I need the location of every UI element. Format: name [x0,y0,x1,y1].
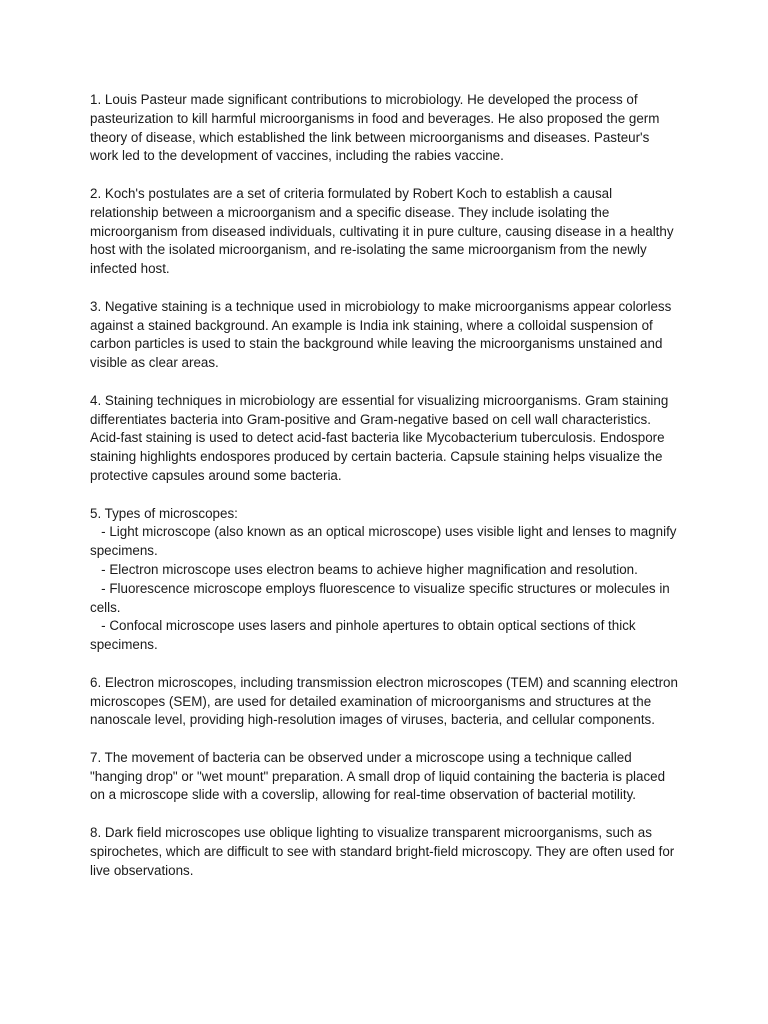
list-item: - Confocal microscope uses lasers and pinhole apertures to obtain optical sections of thick specimens. [90,618,640,653]
paragraph-staining-techniques: 4. Staining techniques in microbiology are essential for visualizing microorganisms. Gram staining differentiates bacteria into Gram-positive and Gram-negative based on cell wall characteristics. Acid-fast staining is used to detect acid-fast bacteria like Mycobacterium tuberculosis. Endospore staining highlights endospores produced by certain bacteria. Capsule staining helps visualize the protective capsules around some bacteria. [90,392,673,483]
paragraph-dark-field: 8. Dark field microscopes use oblique lighting to visualize transparent microorganisms, such as spirochetes, which are difficult to see with standard bright-field microscopy. They are often used for live observations. [90,825,679,878]
document-body [90,91,680,899]
list-item: - Electron microscope uses electron beams to achieve higher magnification and resolution. [90,561,638,577]
microscope-types-heading: 5. Types of microscopes: [90,505,238,521]
microscope-types-section [90,505,680,655]
paragraph-bacterial-movement: 7. The movement of bacteria can be observed under a microscope using a technique called "hanging drop" or "wet mount" preparation. A small drop of liquid containing the bacteria is placed on a microscope slide with a coverslip, allowing for real-time observation of bacterial motility. [90,749,669,803]
list-item: - Light microscope (also known as an optical microscope) uses visible light and lenses to magnify specimens. [90,524,681,559]
section-gap [90,655,680,674]
paragraph-electron-microscopes: 6. Electron microscopes, including transmission electron microscopes (TEM) and scanning electron microscopes (SEM), are used for detailed examination of microorganisms and structures at the nanoscale level, providing high-resolution images of viruses, bacteria, and cellular components. [90,674,682,728]
paragraph-negative-staining: 3. Negative staining is a technique used in microbiology to make microorganisms appear colorless against a stained background. An example is India ink staining, where a colloidal suspension of carbon particles is used to stain the background while leaving the microorganisms unstained and visible as clear areas. [90,298,676,371]
paragraph-koch-postulates: 2. Koch's postulates are a set of criteria formulated by Robert Koch to establish a causal relationship between a microorganism and a specific disease. They include isolating the microorganism from diseased individuals, cultivating it in pure culture, causing disease in a healthy host with the isolated microorganism, and re-isolating the same microorganism from the newly infected host. [90,185,678,277]
list-item: - Fluorescence microscope employs fluorescence to visualize specific structures or molecules in cells. [90,580,674,615]
paragraph-pasteur: 1. Louis Pasteur made significant contributions to microbiology. He developed the process of pasteurization to kill harmful microorganisms in food and beverages. He also proposed the germ theory of disease, which established the link between microorganisms and diseases. Pasteur's work led to the development of vaccines, including the rabies vaccine. [90,92,664,164]
